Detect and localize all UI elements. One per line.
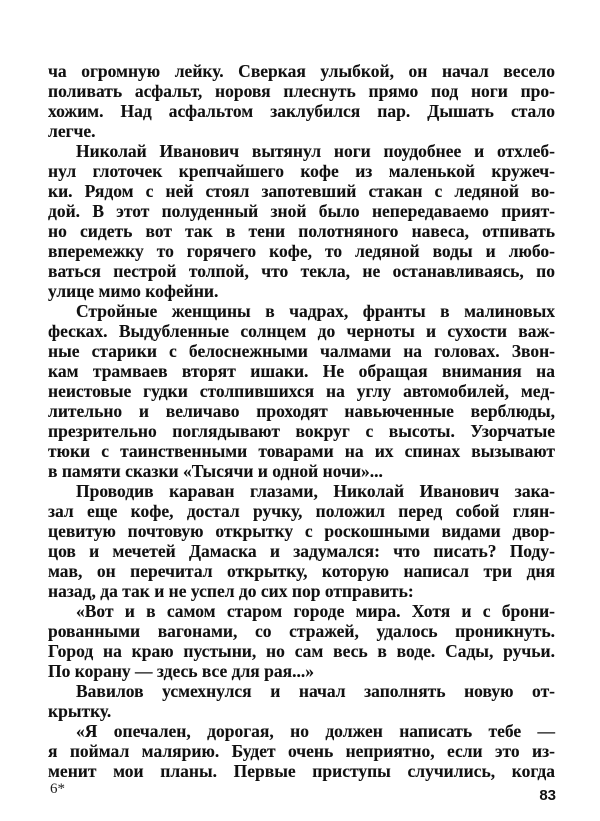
text-line: ча огромную лейку. Сверкая улыбкой, он начал весело bbox=[48, 61, 555, 81]
text-line: зал еще кофе, достал ручку, положил перед собой глян- bbox=[48, 501, 555, 521]
text-line: вперемежку то горячего кофе, то ледяной воды и любо- bbox=[48, 241, 555, 261]
text-line: Николай Иванович вытянул ноги поудобнее и отхлеб- bbox=[76, 141, 555, 161]
text-line: поливать асфальт, норовя плеснуть прямо под ноги про- bbox=[48, 81, 555, 101]
text-line: нул глоточек крепчайшего кофе из маленькой кружеч- bbox=[48, 161, 555, 181]
text-line: кам трамваев вторят ишаки. Не обращая внимания на bbox=[48, 361, 555, 381]
text-line: легче. bbox=[48, 121, 96, 141]
text-line: хожим. Над асфальтом заклубился пар. Дышать стало bbox=[48, 101, 555, 121]
text-line: но сидеть вот так в тени полотняного навеса, отпивать bbox=[48, 221, 555, 241]
text-line: я поймал малярию. Будет очень неприятно, если это из- bbox=[48, 741, 555, 761]
text-line: в памяти сказки «Тысячи и одной ночи»... bbox=[48, 461, 383, 481]
page-number: 83 bbox=[539, 787, 556, 804]
text-line: неистовые гудки столпившихся на углу автомобилей, мед- bbox=[48, 381, 555, 401]
text-line: По корану — здесь все для рая...» bbox=[48, 661, 314, 681]
page-body-text bbox=[48, 61, 555, 781]
text-line: фесках. Выдубленные солнцем до черноты и сухости важ- bbox=[48, 321, 555, 341]
text-line: крытку. bbox=[48, 701, 112, 721]
text-line: назад, да так и не успел до сих пор отправить: bbox=[48, 581, 414, 601]
text-line: Город на краю пустыни, но сам весь в воде. Сады, ручьи. bbox=[48, 641, 555, 661]
printer-signature-mark: 6* bbox=[50, 781, 65, 797]
text-line: ные старики с белоснежными чалмами на головах. Звон- bbox=[48, 341, 555, 361]
text-line: цевитую почтовую открытку с роскошными видами двор- bbox=[48, 521, 555, 541]
text-line: дой. В этот полуденный зной было непередаваемо прият- bbox=[48, 201, 555, 221]
text-line: презрительно поглядывают вокруг с высоты. Узорчатые bbox=[48, 421, 555, 441]
text-line: улице мимо кофейни. bbox=[48, 281, 219, 301]
text-line: лительно и величаво проходят навьюченные верблюды, bbox=[48, 401, 555, 421]
text-line: «Вот и в самом старом городе мира. Хотя и с брони- bbox=[76, 601, 555, 621]
text-line: Проводив караван глазами, Николай Иванович зака- bbox=[76, 481, 555, 501]
text-line: Стройные женщины в чадрах, франты в малиновых bbox=[76, 301, 555, 321]
text-line: мав, он перечитал открытку, которую написал три дня bbox=[48, 561, 555, 581]
text-line: «Я опечален, дорогая, но должен написать тебе — bbox=[76, 721, 555, 741]
text-line: менит мои планы. Первые приступы случились, когда bbox=[48, 761, 555, 781]
text-line: ки. Рядом с ней стоял запотевший стакан с ледяной во- bbox=[48, 181, 555, 201]
text-line: рованными вагонами, со стражей, удалось проникнуть. bbox=[48, 621, 555, 641]
text-line: тюки с таинственными товарами на их спинах вызывают bbox=[48, 441, 555, 461]
text-line: цов и мечетей Дамаска и задумался: что писать? Поду- bbox=[48, 541, 555, 561]
text-line: Вавилов усмехнулся и начал заполнять новую от- bbox=[76, 681, 555, 701]
text-line: ваться пестрой толпой, что текла, не останавливаясь, по bbox=[48, 261, 555, 281]
